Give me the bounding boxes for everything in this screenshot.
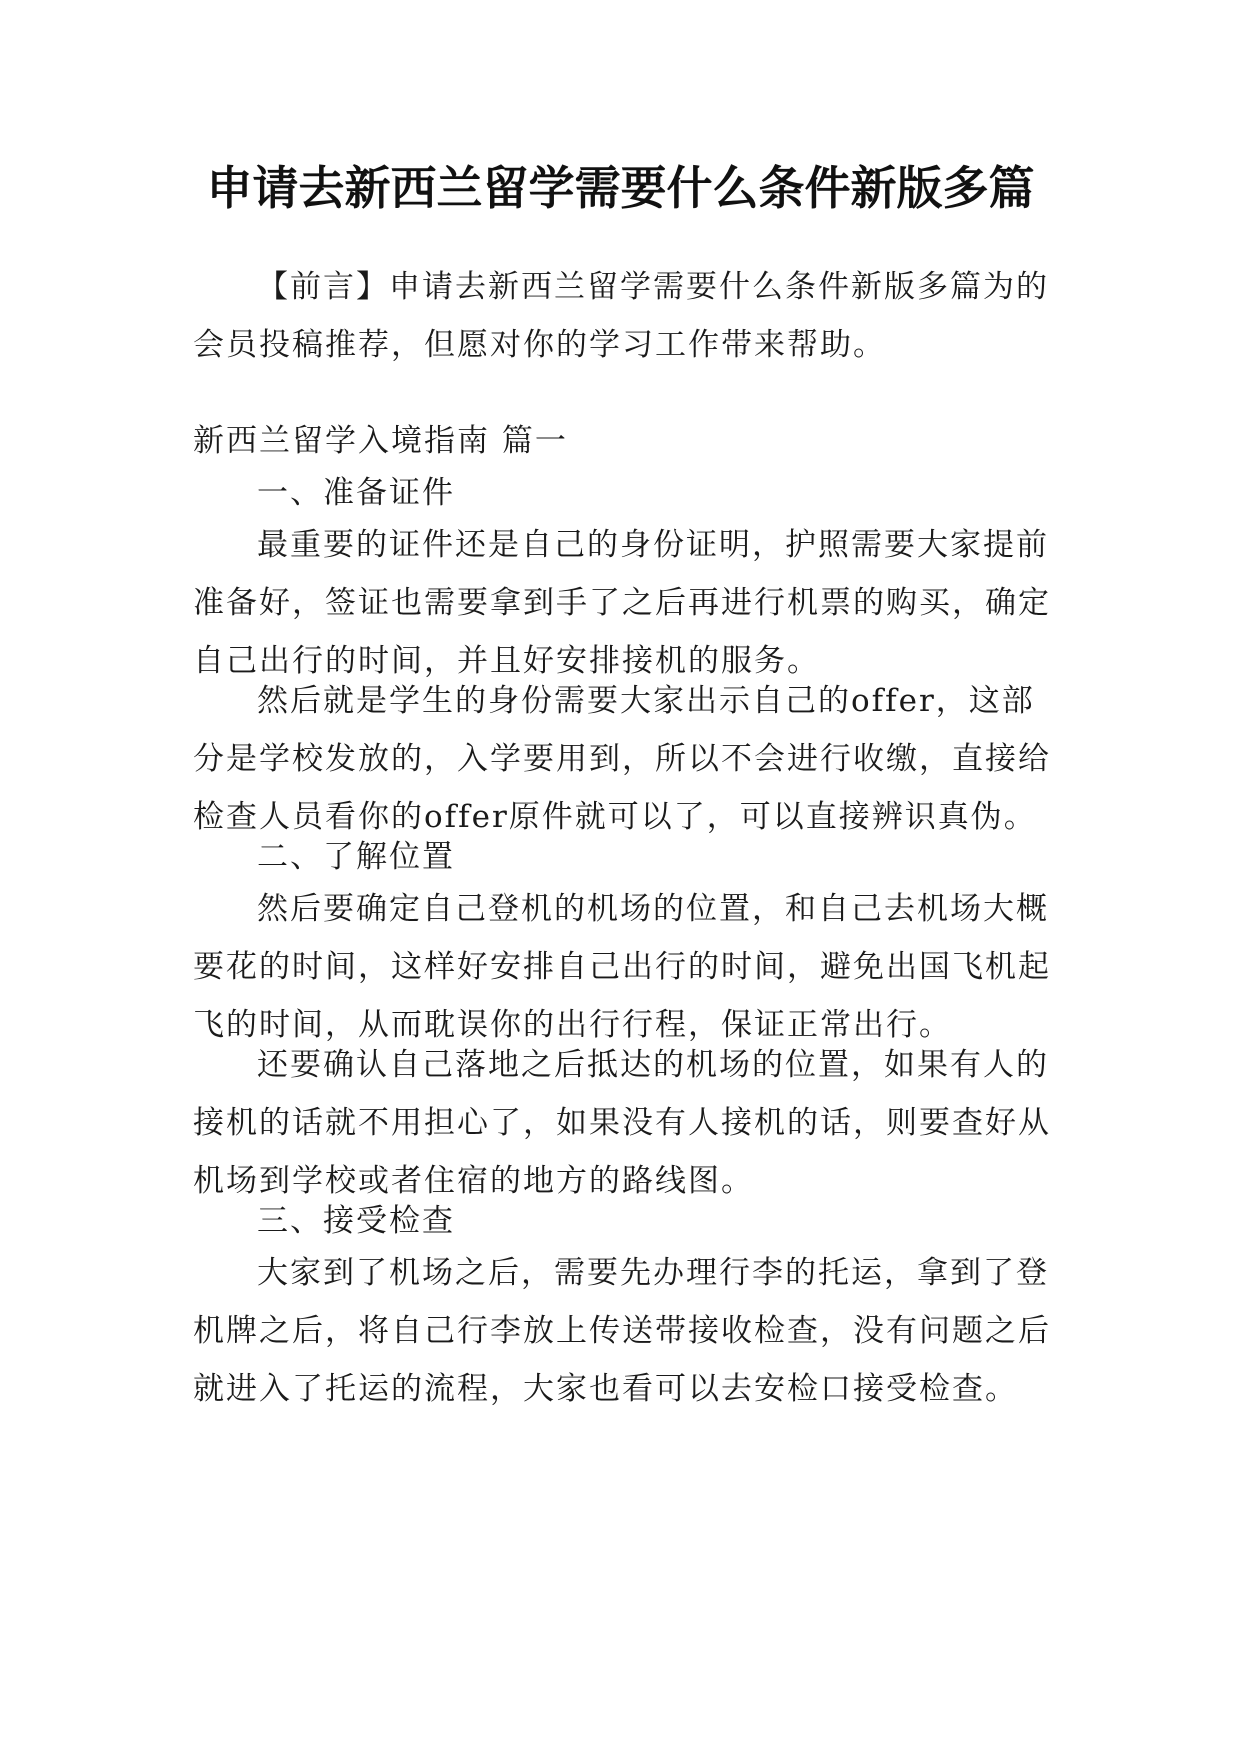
paragraph-departure-airport: 然后要确定自己登机的机场的位置，和自己去机场大概要花的时间，这样好安排自己出行的时间，避免出国飞机起飞的时间，从而耽误你的出行行程，保证正常出行。	[193, 891, 1051, 1043]
paragraph-documents: 最重要的证件还是自己的身份证明，护照需要大家提前准备好，签证也需要拿到手了之后再进行机票的购买，确定自己出行的时间，并且好安排接机的服务。	[193, 527, 1051, 679]
section-heading: 新西兰留学入境指南 篇一	[193, 423, 568, 459]
paragraph-inspection: 大家到了机场之后，需要先办理行李的托运，拿到了登机牌之后，将自己行李放上传送带接收检查，没有问题之后就进入了托运的流程，大家也看可以去安检口接受检查。	[193, 1255, 1051, 1407]
document-title: 申请去新西兰留学需要什么条件新版多篇	[206, 161, 1035, 215]
subheading-prepare-documents: 一、准备证件	[257, 475, 455, 511]
preface-paragraph: 【前言】申请去新西兰留学需要什么条件新版多篇为的会员投稿推荐，但愿对你的学习工作带来帮助。	[193, 269, 1049, 363]
paragraph-offer: 然后就是学生的身份需要大家出示自己的offer，这部分是学校发放的，入学要用到，所以不会进行收缴，直接给检查人员看你的offer原件就可以了，可以直接辨识真伪。	[193, 683, 1051, 835]
paragraph-arrival-airport: 还要确认自己落地之后抵达的机场的位置，如果有人的接机的话就不用担心了，如果没有人接机的话，则要查好从机场到学校或者住宿的地方的路线图。	[193, 1047, 1051, 1199]
subheading-inspection: 三、接受检查	[257, 1203, 455, 1239]
subheading-know-location: 二、了解位置	[257, 839, 455, 875]
